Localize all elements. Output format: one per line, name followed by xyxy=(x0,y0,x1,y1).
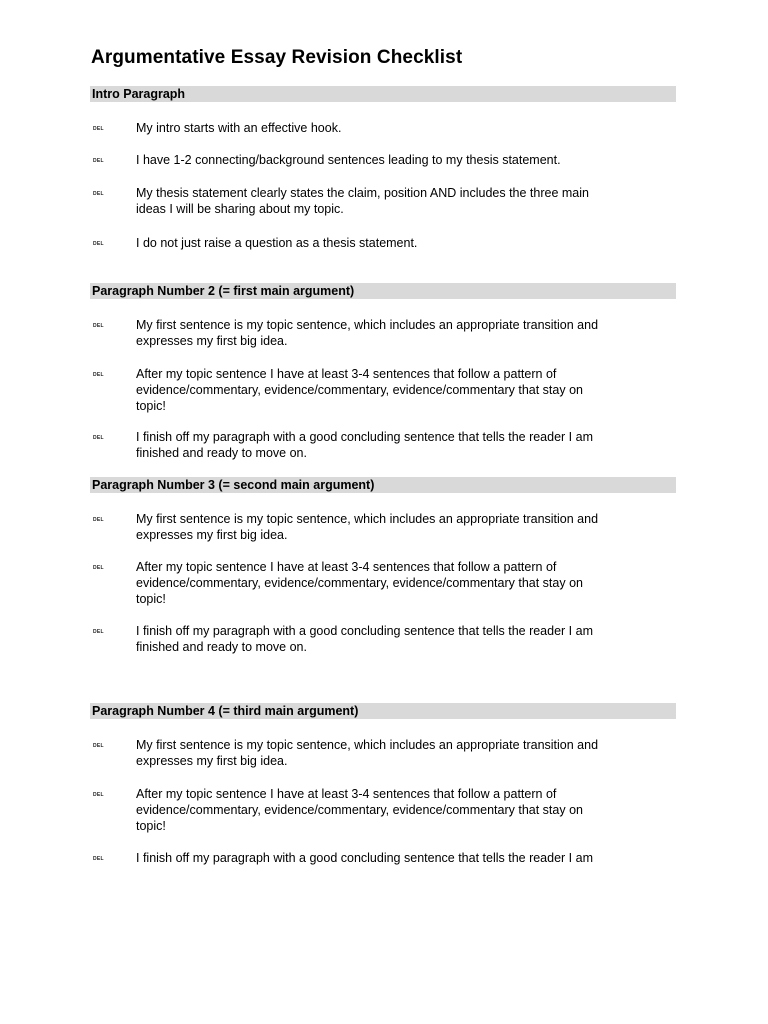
bullet-icon: DEL xyxy=(93,435,104,441)
page-title: Argumentative Essay Revision Checklist xyxy=(91,47,463,68)
section-header-paragraph-4 xyxy=(90,703,676,719)
checklist-item-text: My first sentence is my topic sentence, which includes an appropriate transition and expresses my first big idea. xyxy=(136,738,599,768)
checklist-item-text: My first sentence is my topic sentence, which includes an appropriate transition and expresses my first big idea. xyxy=(136,318,599,348)
checklist-item-text: I have 1-2 connecting/background sentences leading to my thesis statement. xyxy=(136,153,561,167)
section-heading: Intro Paragraph xyxy=(92,87,186,101)
bullet-icon: DEL xyxy=(93,191,104,197)
checklist-item-text: I do not just raise a question as a thesis statement. xyxy=(136,236,418,250)
bullet-icon: DEL xyxy=(93,241,104,247)
bullet-icon: DEL xyxy=(93,372,104,378)
checklist-item-text: I finish off my paragraph with a good concluding sentence that tells the reader I am xyxy=(136,851,593,865)
bullet-icon: DEL xyxy=(93,792,104,798)
section-header-paragraph-2 xyxy=(90,283,676,299)
bullet-icon: DEL xyxy=(93,323,104,329)
bullet-icon: DEL xyxy=(93,158,104,164)
section-heading: Paragraph Number 2 (= first main argument) xyxy=(92,284,355,298)
section-heading: Paragraph Number 4 (= third main argument) xyxy=(92,704,359,718)
section-header-intro xyxy=(90,86,676,102)
checklist-item-text: My intro starts with an effective hook. xyxy=(136,121,342,135)
bullet-icon: DEL xyxy=(93,629,104,635)
checklist-item-text: After my topic sentence I have at least 3-4 sentences that follow a pattern of evidence/commentary, evidence/commentary, evidence/commentary that stay on topic! xyxy=(136,367,583,413)
section-header-paragraph-3 xyxy=(90,477,676,493)
checklist-item-text: After my topic sentence I have at least 3-4 sentences that follow a pattern of evidence/commentary, evidence/commentary, evidence/commentary that stay on topic! xyxy=(136,787,583,833)
bullet-icon: DEL xyxy=(93,517,104,523)
checklist-item-text: After my topic sentence I have at least 3-4 sentences that follow a pattern of evidence/commentary, evidence/commentary, evidence/commentary that stay on topic! xyxy=(136,560,583,606)
bullet-icon: DEL xyxy=(93,856,104,862)
bullet-icon: DEL xyxy=(93,743,104,749)
bullet-icon: DEL xyxy=(93,126,104,132)
bullet-icon: DEL xyxy=(93,565,104,571)
checklist-item-text: I finish off my paragraph with a good concluding sentence that tells the reader I am finished and ready to move on. xyxy=(136,624,593,654)
checklist-item-text: My first sentence is my topic sentence, which includes an appropriate transition and expresses my first big idea. xyxy=(136,512,599,542)
section-heading: Paragraph Number 3 (= second main argument) xyxy=(92,478,375,492)
checklist-item-text: I finish off my paragraph with a good concluding sentence that tells the reader I am finished and ready to move on. xyxy=(136,430,593,460)
checklist-item-text: My thesis statement clearly states the claim, position AND includes the three main ideas I will be sharing about my topic. xyxy=(136,186,589,216)
